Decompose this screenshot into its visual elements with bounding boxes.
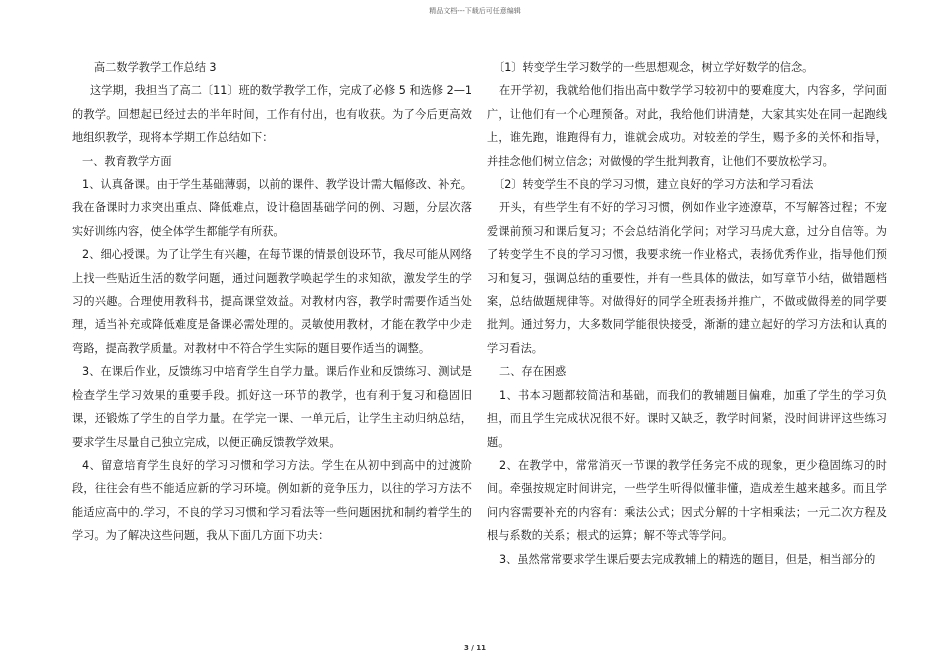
paragraph-intro: 这学期，我担当了高二〔11〕班的数学教学工作，完成了必修 5 和选修 2—1 的教学。回想起已经过去的半年时间，工作有付出，也有收获。为了今后更高效地组织教学，现将本学期工作总结如下： bbox=[72, 84, 472, 145]
paragraph-item-2: 2、细心授课。为了让学生有兴趣，在每节课的情景创设环节，我尽可能从网络上找一些贴近生活的数学问题，通过问题教学唤起学生的求知欲，激发学生的学习的兴趣。合理使用教科书，提高课堂效益。对教材内容，教学时需要作适当处理，适当补充或降低难度是备课必需处理的。灵敏使用教材，才能在教学中少走弯路，提高教学质量。对教材中不符合学生实际的题目要作适当的调整。 bbox=[72, 248, 472, 355]
section-heading-teaching: 一、教育教学方面 bbox=[82, 154, 172, 168]
paragraph-sub-1: 在开学初，我就给他们指出高中数学学习较初中的要难度大，内容多，学问面广，让他们有一个心理预备。对此，我给他们讲清楚，大家其实处在同一起跑线上，谁先跑，谁跑得有力，谁就会成功。对较差的学生，赐予多的关怀和指导，并挂念他们树立信念；对做慢的学生批判教育，让他们不要放松学习。 bbox=[487, 84, 887, 168]
paragraph-item-3: 3、在课后作业，反馈练习中培育学生自学力量。课后作业和反馈练习、测试是检查学生学习效果的重要手段。抓好这一环节的教学，也有利于复习和稳固旧课，还锻炼了学生的自学力量。在学完一课、一单元后，让学生主动归纳总结，要求学生尽量自己独立完成，以便正确反馈教学效果。 bbox=[72, 365, 472, 449]
paragraph-difficulty-3: 3、虽然常常要求学生课后要去完成教辅上的精选的题目，但是，相当部分的 bbox=[499, 552, 876, 566]
page-number: 3 / 11 bbox=[463, 644, 487, 652]
subheading-1: 〔1〕转变学生学习数学的一些思想观念，树立学好数学的信念。 bbox=[493, 61, 814, 74]
paragraph-difficulty-1: 1、书本习题都较简洁和基础，而我们的教辅题目偏难，加重了学生的学习负担，而且学生完成状况很不好。课时又缺乏，教学时间紧，没时间讲评这些练习题。 bbox=[487, 388, 887, 449]
document-title: 高二数学教学工作总结 3 bbox=[94, 61, 217, 74]
paragraph-item-1: 1、认真备课。由于学生基础薄弱，以前的课件、教学设计需大幅修改、补充。我在备课时力求突出重点、降低难点，设计稳固基础学问的例、习题，分层次落实好训练内容，使全体学生都能学有所获。 bbox=[72, 178, 472, 238]
paragraph-item-4: 4、留意培育学生良好的学习习惯和学习方法。学生在从初中到高中的过渡阶段，往往会有些不能适应新的学习环境。例如新的竞争压力，以往的学习方法不能适应高中的.学习，不良的学习习惯和学习看法等一些问题困扰和制约着学生的学习。为了解决这些问题，我从下面几方面下功夫： bbox=[72, 458, 472, 543]
paragraph-sub-2: 开头，有些学生有不好的学习习惯，例如作业字迹潦草，不写解答过程；不宠爱课前预习和课后复习；不会总结消化学问；对学习马虎大意，过分自信等。为了转变学生不良的学习习惯，我要求统一作业格式，表扬优秀作业，指导他们预习和复习，强调总结的重要性，并有一些具体的做法，如写章节小结，做错题档案，总结做题规律等。对做得好的同学全班表扬并推广，不做或做得差的同学要批判。通过努力，大多数同学能很快接受，渐渐的建立起好的学习方法和认真的学习看法。 bbox=[487, 201, 887, 355]
document-header: 精品文档---下载后可任意编辑 bbox=[429, 7, 521, 15]
paragraph-difficulty-2: 2、在教学中，常常消灭一节课的教学任务完不成的现象，更少稳固练习的时间。牵强按规定时间讲完，一些学生听得似懂非懂，造成差生越来越多。而且学问内容需要补充的内容有：乘法公式；因式分解的十字相乘法；一元二次方程及根与系数的关系；根式的运算；解不等式等学问。 bbox=[487, 458, 887, 543]
left-column bbox=[72, 56, 472, 548]
right-column bbox=[487, 56, 887, 571]
section-heading-difficulties: 二、存在困惑 bbox=[499, 365, 567, 379]
subheading-2: 〔2〕转变学生不良的学习习惯，建立良好的学习方法和学习看法 bbox=[493, 178, 814, 192]
